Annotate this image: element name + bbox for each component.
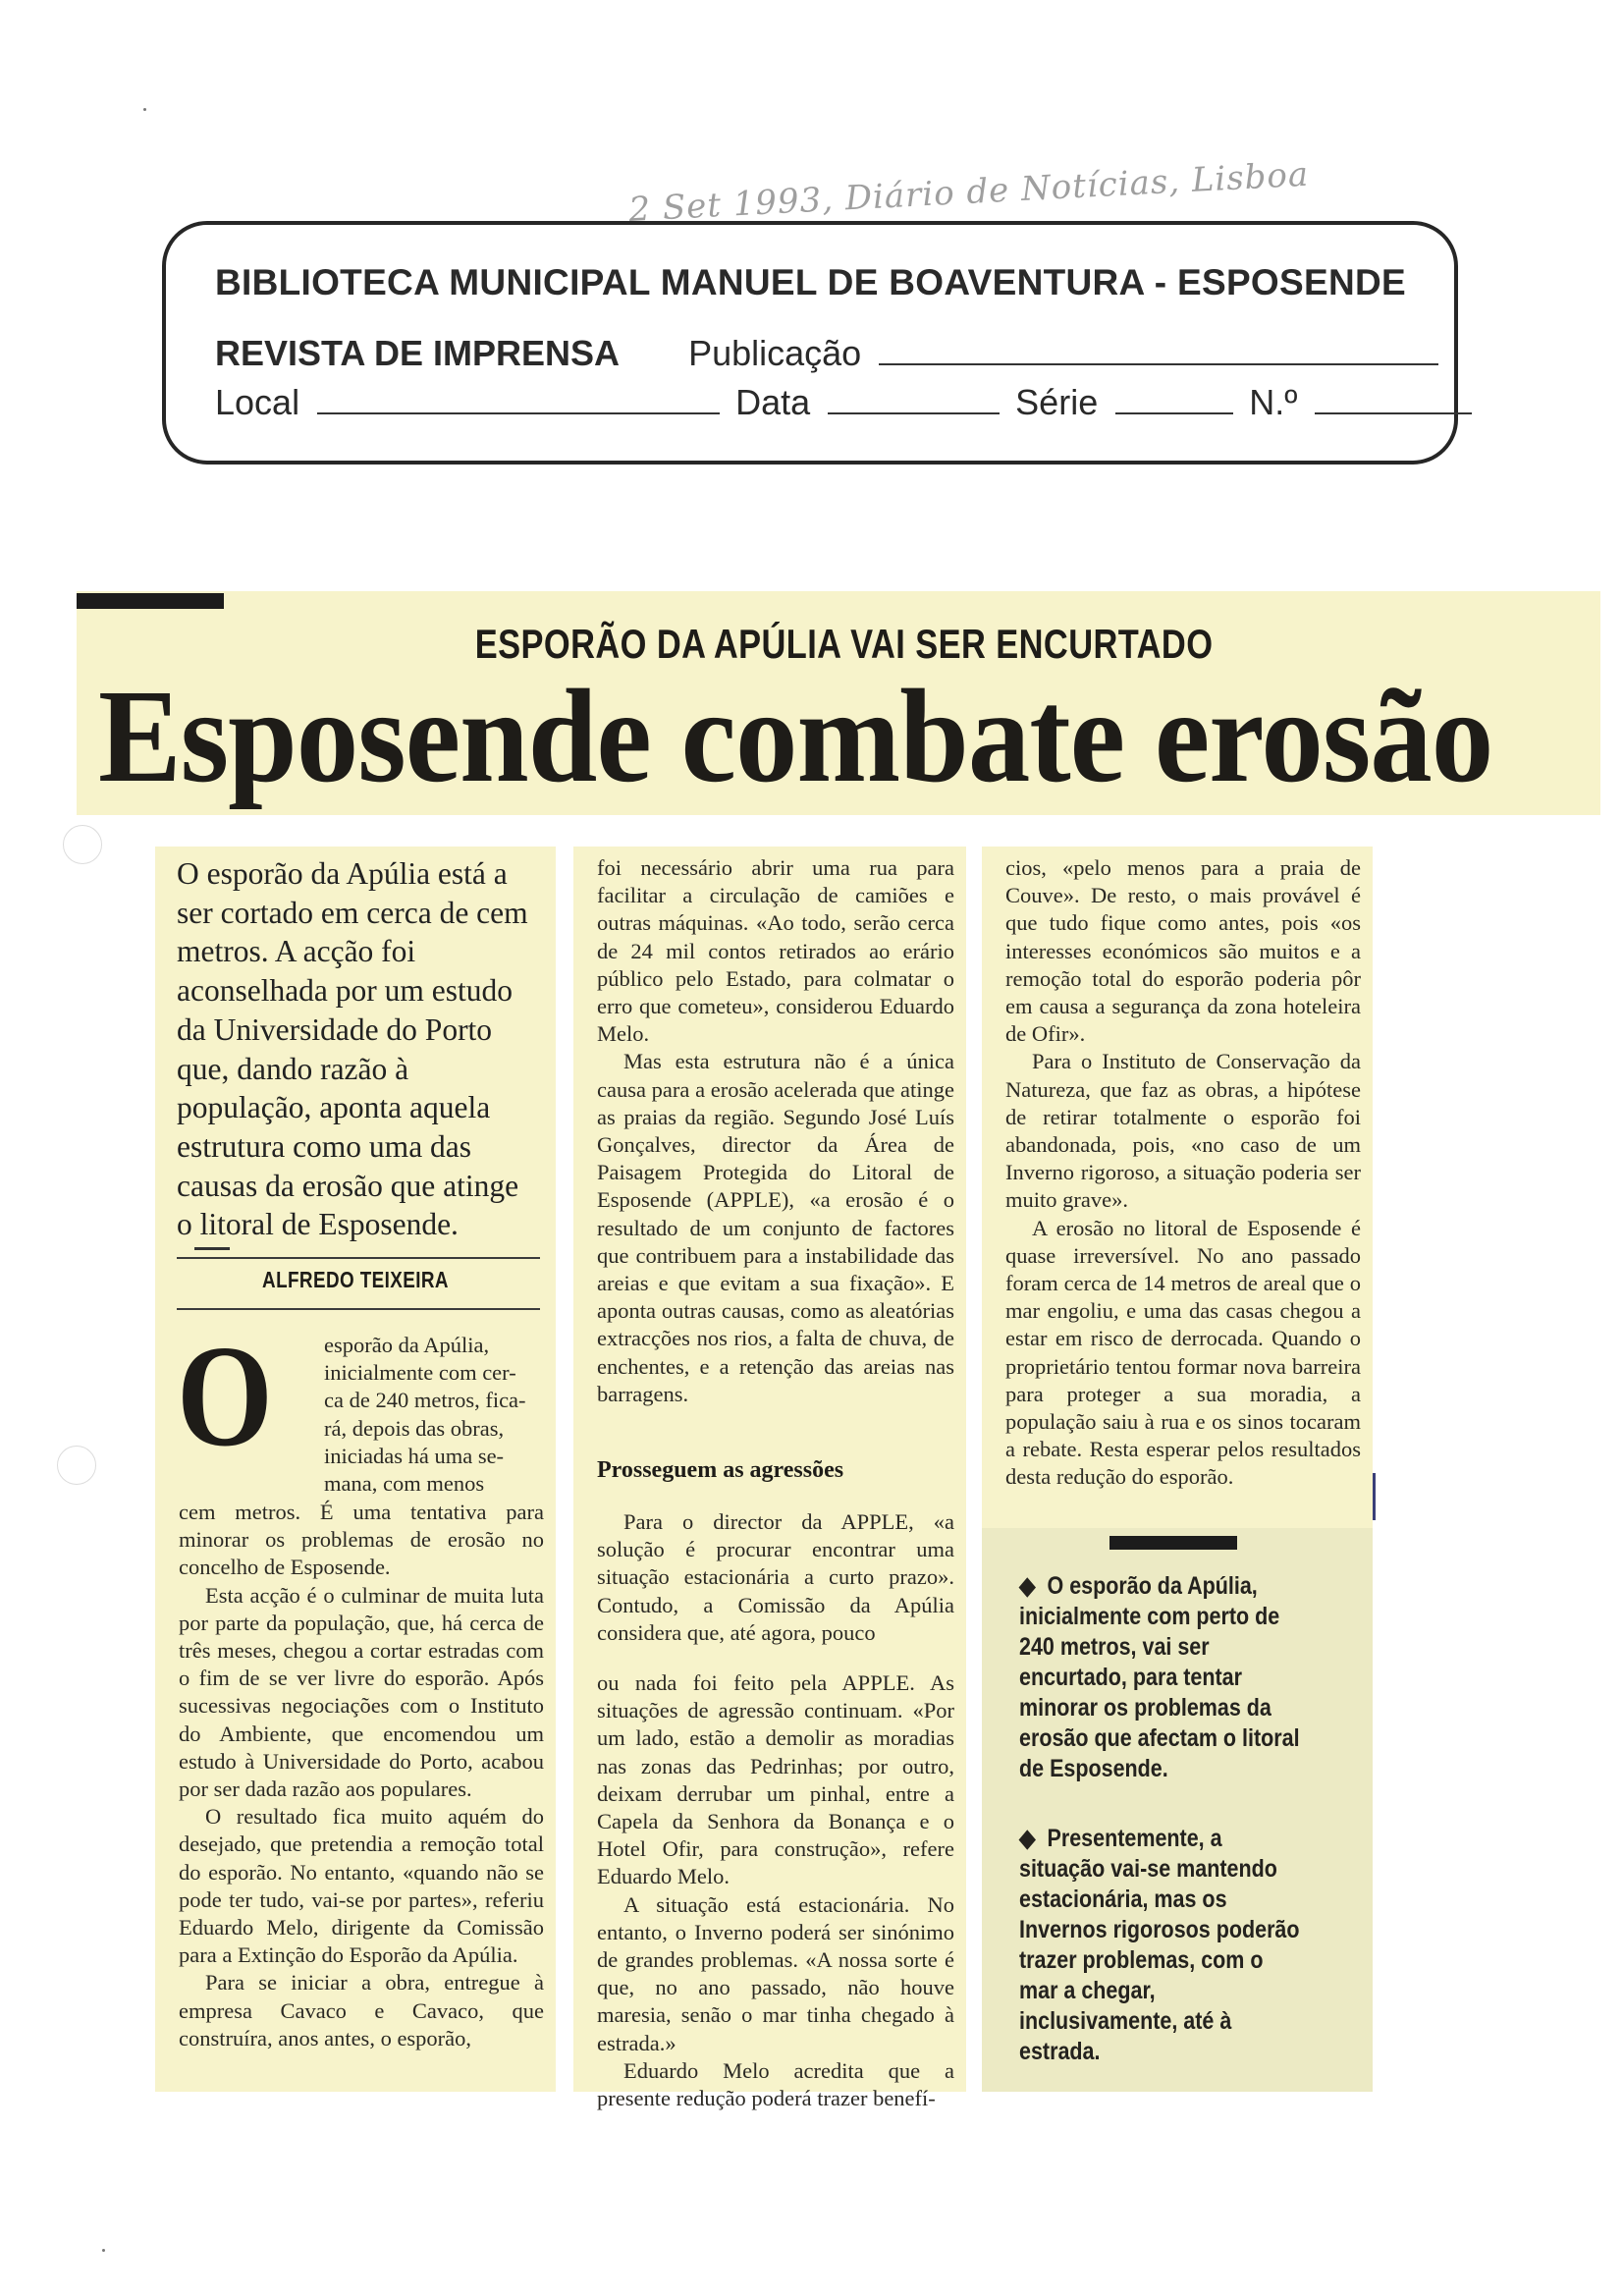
column-2-clipping [573,847,966,1667]
paragraph: ou nada foi feito pela APPLE. As situações de agressão continuam. «Por um lado, estão a demolir as moradias nas zonas das Pedrinhas; por outro, deixam derrubar um pinhal, entre a Capela da Senhora da Bonança e o Hotel Ofir, para construção», refere Eduardo Melo. [597,1670,954,1889]
drop-cap: O [177,1316,273,1477]
byline-dash [194,1247,230,1250]
column-2-body-continued [597,1508,954,1647]
stamp-section-label: REVISTA DE IMPRENSA [215,333,621,373]
paragraph: foi necessário abrir uma rua para facilitar a circulação de camiões e outras máquinas. «Ao todo, serão cerca de 24 mil contos retirados ao erário público pelo Estado, para colmatar o erro que cometeu», considerou Eduardo Melo. [597,855,954,1047]
summary-gap [1019,1784,1308,1824]
article-byline: ALFREDO TEIXEIRA [262,1267,449,1292]
headline-clipping [77,591,1600,815]
summary-line: inclusivamente, até à [1019,2007,1232,2035]
byline-top-rule [177,1257,540,1259]
article-kicker: ESPORÃO DA APÚLIA VAI SER ENCURTADO [474,621,1214,667]
stamp-row-details [205,382,1478,423]
summary-line-1: ◆ O esporão da Apúlia, [1019,1572,1258,1600]
dropcap-line: esporão da Apúlia, [324,1333,490,1357]
summary-box-text [1019,1571,1308,2067]
column-2-body [597,854,954,1408]
summary-line: estrada. [1019,2038,1101,2065]
summary-line: de Esposende. [1019,1755,1168,1782]
dropcap-line: inicialmente com cer- [324,1360,516,1386]
summary-box-bar [1109,1536,1237,1550]
dropcap-line: rá, depois das obras, [324,1415,505,1441]
library-stamp [162,221,1458,465]
summary-line: trazer problemas, com o [1019,1946,1264,1974]
summary-line: erosão que afectam o litoral [1019,1724,1300,1752]
publicacao-field-line [879,362,1438,365]
column-3-clipping [982,847,1373,1528]
bullet-icon: ◆ [1019,1572,1036,1600]
paragraph: A erosão no litoral de Esposende é quase irreversível. No ano passado foram cerca de 14 metros de areal que o mar engoliu, e uma das casas chegou a estar em risco de derrocada. Quando o proprietário tentou formar nova barreira para proteger a sua moradia, a população saiu à rua e os sinos tocaram a rebate. Resta esperar pelos resultados desta redução do esporão. [1005,1215,1361,1490]
paragraph: Para o Instituto de Conservação da Natureza, que faz as obras, a hipótese de retirar totalmente o esporão foi abandonada, pois, «no caso de um Inverno rigoroso, a situação poderia ser muito grave». [1005,1049,1361,1213]
paragraph: A situação está estacionária. No entanto, o Inverno poderá ser sinónimo de grandes problemas. «A nossa sorte é que, no ano passado, não houve maresia, senão o mar tinha chegado à estrada.» [597,1891,954,2055]
stamp-row-publication [205,333,1444,374]
stamp-serie-label: Série [1015,382,1099,422]
summary-line: 240 metros, vai ser [1019,1633,1210,1661]
summary-line-2: ◆ Presentemente, a [1019,1825,1222,1852]
handwritten-annotation: 2 Set 1993, Diário de Notícias, Lisboa [627,154,1311,230]
stamp-data-label: Data [735,382,811,422]
header-black-bar [77,593,224,609]
punch-hole-bottom [57,1446,96,1485]
stamp-numero-label: N.º [1249,382,1298,422]
summary-line: situação vai-se mantendo [1019,1855,1277,1883]
punch-hole-top [63,825,102,864]
stamp-publicacao-label: Publicação [688,333,862,373]
column-3-body [1005,854,1361,1492]
article-lead: O esporão da Apúlia está a ser cortado em cerca de cem metros. A acção foi aconselhada por um estudo da Universidade do Porto que, dando razão à população, aponta aquela estrutura como uma das causas da erosão que atinge o litoral de Esposende. [177,856,528,1242]
dropcap-line: ca de 240 metros, fica- [324,1388,526,1413]
section-subheading: Prosseguem as agressões [597,1457,844,1483]
summary-box [982,1528,1373,2092]
bullet-icon: ◆ [1019,1825,1036,1852]
serie-field-line [1115,411,1233,414]
summary-line: mar a chegar, [1019,1977,1156,2004]
dropcap-line: mana, com menos [324,1471,485,1497]
byline-bottom-rule [177,1308,540,1310]
numero-field-line [1315,411,1472,414]
summary-line: minorar os problemas da [1019,1694,1271,1722]
scan-speck [102,2249,105,2252]
dropcap-line: iniciadas há uma se- [324,1443,505,1468]
paragraph: cem metros. É uma tentativa para minorar os problemas de erosão no concelho de Esposende. [179,1500,544,1580]
summary-line: estacionária, mas os [1019,1886,1227,1913]
scan-speck [143,108,146,111]
summary-line: inicialmente com perto de [1019,1603,1280,1630]
paragraph: Para se iniciar a obra, entregue à empresa Cavaco e Cavaco, que construíra, anos antes, o esporão, [179,1970,544,2050]
article-headline: Esposende combate erosão [98,663,1493,810]
dropcap-text [324,1332,544,1498]
margin-ink-mark [1373,1473,1376,1520]
column-2-lower-clipping [573,1664,966,2111]
paragraph: O resultado fica muito aquém do desejado, que pretendia a remoção total do esporão. No entanto, «quando não se pode ter tudo, vai-se por partes», referiu Eduardo Melo, dirigente da Comissão para a Extinção do Esporão da Apúlia. [179,1804,544,1968]
summary-line: Invernos rigorosos poderão [1019,1916,1300,1943]
column-1-body [179,1499,544,2052]
column-2-lower-body [597,1669,954,2112]
paragraph: Eduardo Melo acredita que a presente redução poderá trazer benefí- [597,2057,954,2111]
summary-line: encurtado, para tentar [1019,1664,1242,1691]
paragraph: Para o director da APPLE, «a solução é procurar encontrar uma situação estacionária a curto prazo». Contudo, a Comissão da Apúlia considera que, até agora, pouco [597,1509,954,1645]
local-field-line [317,411,720,414]
stamp-library-name: BIBLIOTECA MUNICIPAL MANUEL DE BOAVENTURA - ESPOSENDE [215,262,1406,302]
column-1-clipping [155,847,556,2092]
paragraph: cios, «pelo menos para a praia de Couve». De resto, o mais provável é que tudo fique como antes, pois «os interesses económicos são muitos e a remoção total do esporão poderia pôr em causa a segurança da zona hoteleira de Ofir». [1005,855,1361,1047]
paragraph: Esta acção é o culminar de muita luta por parte da população, que, há cerca de três meses, chegou a cortar estradas com o fim de se ver livre do esporão. Após sucessivas negociações com o Instituto do Ambiente, que encomendou um estudo à Universidade do Porto, acabou por ser dada razão aos populares. [179,1582,544,1802]
data-field-line [828,411,1000,414]
stamp-local-label: Local [215,382,300,422]
paragraph: Mas esta estrutura não é a única causa para a erosão acelerada que atinge as praias da região. Segundo José Luís Gonçalves, director da Área de Paisagem Protegida do Litoral de Esposende (APPLE), «a erosão é o resultado de um conjunto de factores que contribuem para a instabilidade das areias e que evitam a sua fixação». E aponta outras causas, como as aleatórias extracções nos rios, a falta de chuva, de enchentes, e a retenção das areias nas barragens. [597,1049,954,1406]
